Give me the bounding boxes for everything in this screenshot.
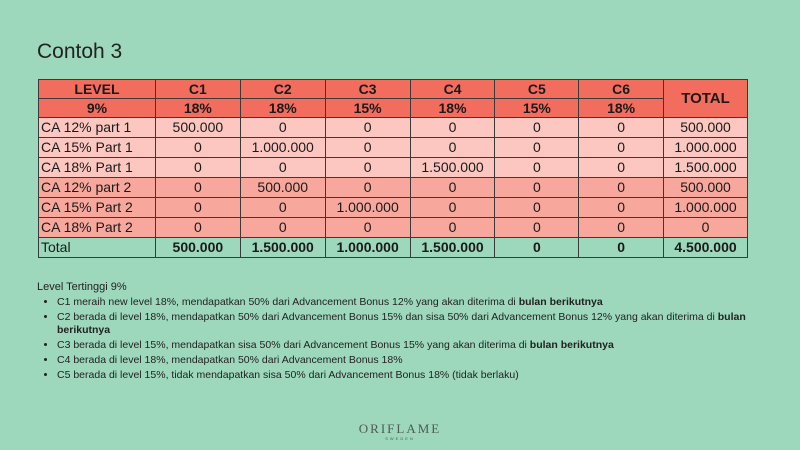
header-cell: C5 [495, 80, 579, 99]
header-cell: 9% [39, 99, 156, 118]
header-cell: LEVEL [39, 80, 156, 99]
table-cell: 1.500.000 [410, 158, 495, 178]
notes-heading: Level Tertinggi 9% [37, 281, 127, 293]
note-bold: bulan berikutnya [57, 311, 746, 336]
table-cell: 0 [240, 158, 325, 178]
table-cell: 0 [240, 198, 325, 218]
table-cell: 0 [240, 218, 325, 238]
table-cell: 0 [155, 158, 240, 178]
table-cell: 0 [579, 178, 664, 198]
header-row-percentages [39, 99, 748, 118]
header-cell: 18% [155, 99, 240, 118]
table-cell: 0 [325, 138, 410, 158]
note-text: C5 berada di level 15%, tidak mendapatkan sisa 50% dari Advancement Bonus 18% (tidak berlaku) [57, 369, 519, 381]
table-cell: 0 [325, 158, 410, 178]
table-row [39, 218, 748, 238]
row-label: CA 12% part 2 [39, 178, 156, 198]
table-cell: 0 [410, 138, 495, 158]
list-item [57, 311, 777, 337]
note-bold: bulan berikutnya [518, 296, 603, 308]
row-label: CA 15% Part 1 [39, 138, 156, 158]
header-cell: C1 [155, 80, 240, 99]
note-text: C1 meraih new level 18%, mendapatkan 50% dari Advancement Bonus 12% yang akan diterima di [57, 296, 519, 308]
table-cell: 0 [495, 238, 579, 258]
row-label: CA 15% Part 2 [39, 198, 156, 218]
grand-total: 4.500.000 [664, 238, 748, 258]
logo-subtext: SWEDEN [385, 436, 415, 441]
header-cell: 18% [579, 99, 664, 118]
list-item [57, 339, 777, 352]
table-row [39, 158, 748, 178]
table-cell: 0 [155, 198, 240, 218]
brand-logo [0, 421, 800, 441]
header-cell: 18% [240, 99, 325, 118]
header-cell: 15% [325, 99, 410, 118]
logo-text: ORIFLAME [358, 421, 442, 436]
header-cell: 18% [410, 99, 495, 118]
note-text: C4 berada di level 18%, mendapatkan 50% dari Advancement Bonus 18% [57, 354, 403, 366]
table-cell: 0 [495, 138, 579, 158]
row-total: 1.000.000 [664, 198, 748, 218]
table-cell: 0 [495, 198, 579, 218]
table-row [39, 118, 748, 138]
total-row [39, 238, 748, 258]
table-row [39, 198, 748, 218]
list-item [57, 354, 777, 367]
table-cell: 0 [579, 138, 664, 158]
table-row [39, 178, 748, 198]
header-cell: C6 [579, 80, 664, 99]
list-item [57, 296, 777, 309]
table-cell: 1.500.000 [240, 238, 325, 258]
row-total: 0 [664, 218, 748, 238]
table-cell: 1.000.000 [325, 238, 410, 258]
table-cell: 0 [410, 178, 495, 198]
list-item [57, 369, 777, 382]
table-cell: 0 [410, 118, 495, 138]
table-cell: 0 [325, 218, 410, 238]
bonus-table [38, 79, 748, 258]
table-cell: 0 [155, 138, 240, 158]
row-label: CA 12% part 1 [39, 118, 156, 138]
header-row-levels [39, 80, 748, 99]
notes-section [37, 281, 777, 384]
row-label: Total [39, 238, 156, 258]
row-label: CA 18% Part 1 [39, 158, 156, 178]
table-cell: 0 [495, 178, 579, 198]
table-cell: 0 [325, 178, 410, 198]
table-cell: 0 [579, 198, 664, 218]
table-cell: 0 [410, 198, 495, 218]
row-total: 500.000 [664, 178, 748, 198]
row-total: 1.000.000 [664, 138, 748, 158]
table-cell: 0 [579, 238, 664, 258]
header-cell: C2 [240, 80, 325, 99]
table-cell: 500.000 [155, 118, 240, 138]
note-text: C2 berada di level 18%, mendapatkan 50% dari Advancement Bonus 15% dan sisa 50% dari Advancement Bonus 12% yang akan diterima di [57, 311, 718, 323]
table-cell: 0 [579, 118, 664, 138]
row-label: CA 18% Part 2 [39, 218, 156, 238]
header-total: TOTAL [664, 80, 748, 118]
table-cell: 0 [579, 158, 664, 178]
table-cell: 500.000 [155, 238, 240, 258]
table-cell: 500.000 [240, 178, 325, 198]
slide-title: Contoh 3 [37, 40, 123, 63]
table-cell: 1.000.000 [325, 198, 410, 218]
table-cell: 0 [155, 178, 240, 198]
row-total: 1.500.000 [664, 158, 748, 178]
table-cell: 0 [495, 158, 579, 178]
table-cell: 0 [410, 218, 495, 238]
table-cell: 0 [579, 218, 664, 238]
note-text: C3 berada di level 15%, mendapatkan sisa 50% dari Advancement Bonus 15% yang akan diterima di [57, 339, 530, 351]
table-cell: 0 [495, 218, 579, 238]
table-cell: 0 [495, 118, 579, 138]
table-cell: 0 [325, 118, 410, 138]
header-cell: 15% [495, 99, 579, 118]
header-cell: C3 [325, 80, 410, 99]
table-row [39, 138, 748, 158]
table-cell: 0 [155, 218, 240, 238]
table-cell: 1.500.000 [410, 238, 495, 258]
row-total: 500.000 [664, 118, 748, 138]
table-cell: 0 [240, 118, 325, 138]
header-cell: C4 [410, 80, 495, 99]
table-cell: 1.000.000 [240, 138, 325, 158]
notes-list [37, 296, 777, 382]
note-bold: bulan berikutnya [529, 339, 614, 351]
